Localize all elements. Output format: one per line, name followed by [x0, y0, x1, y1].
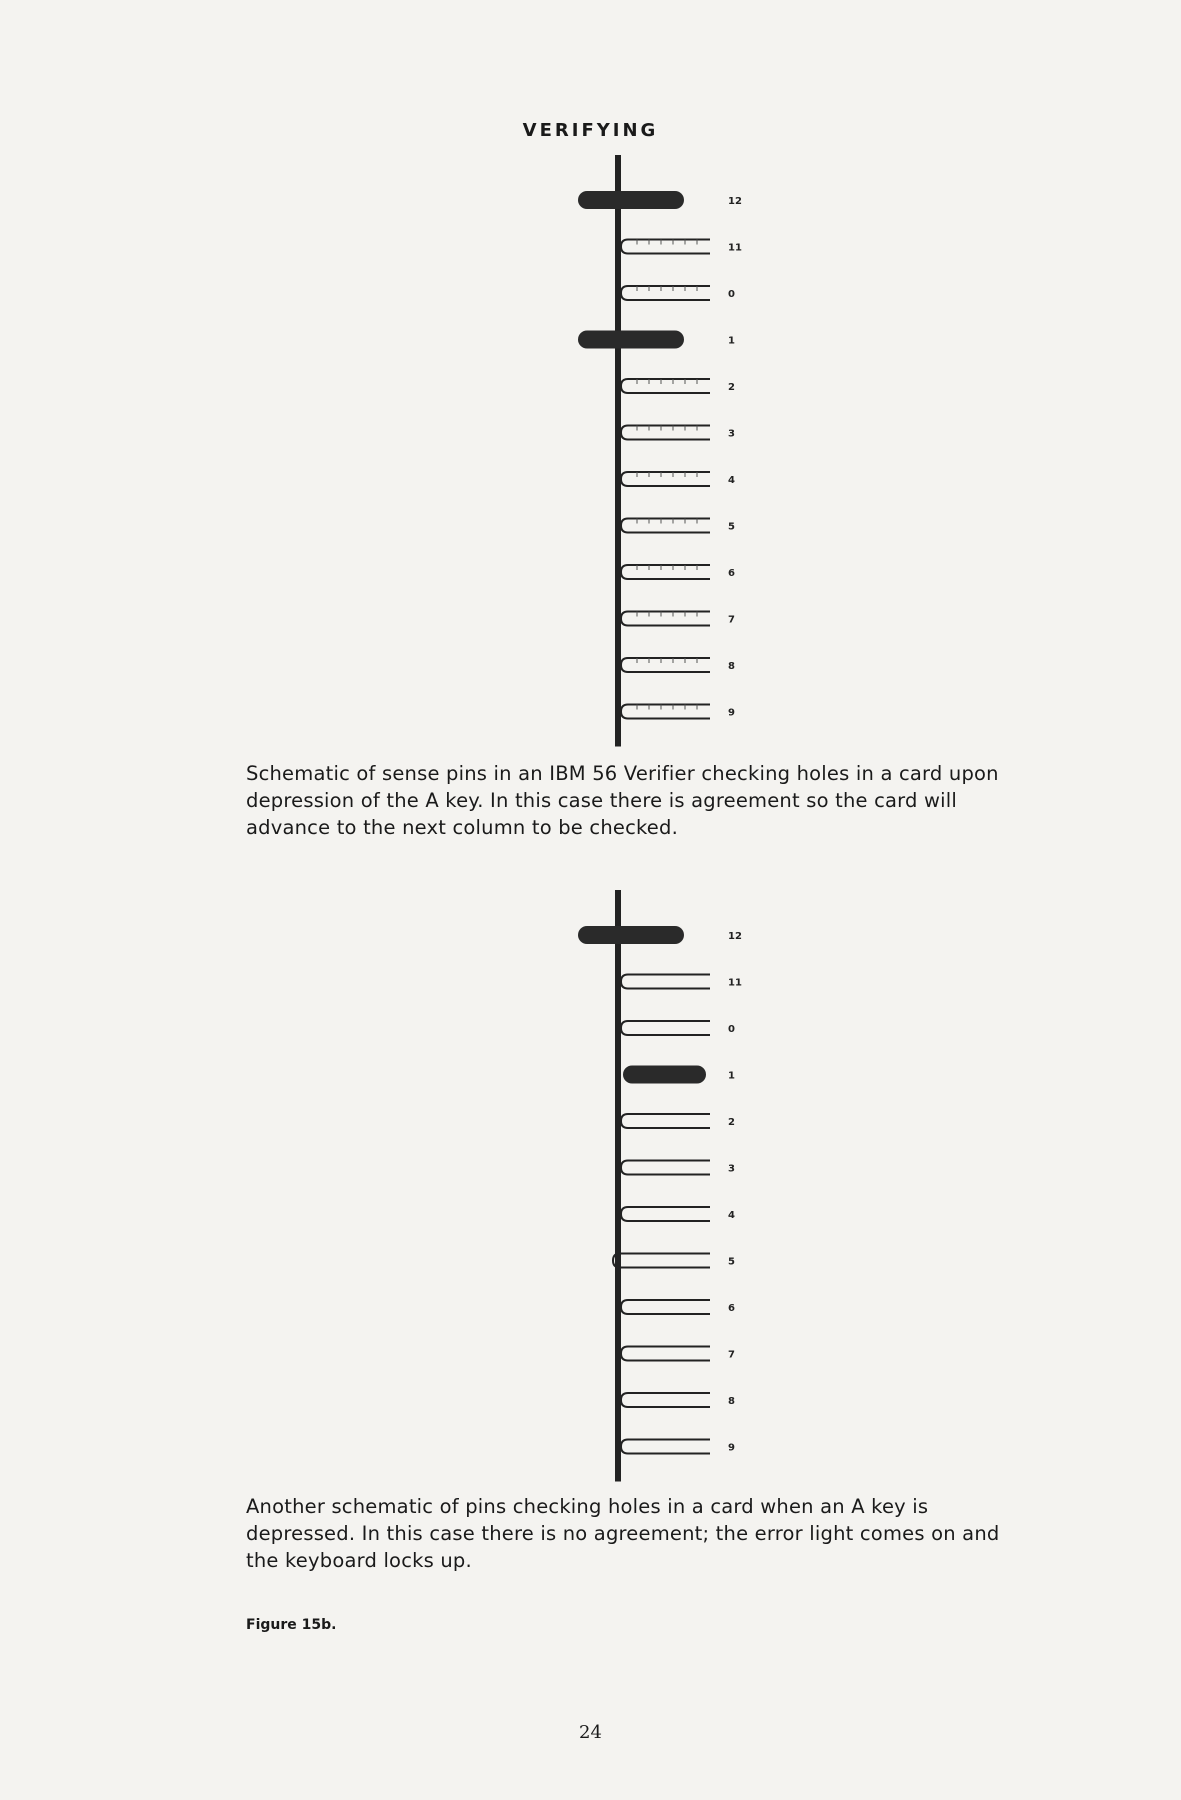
- page-title: VERIFYING: [522, 120, 659, 141]
- pin-label-8: 8: [728, 661, 735, 672]
- sense-pin-5: [613, 1254, 710, 1268]
- vertical-stem: [615, 155, 621, 747]
- pin-label-12: 12: [728, 196, 742, 207]
- pin-label-3: 3: [728, 1163, 735, 1175]
- vertical-stem: [615, 890, 621, 1482]
- pin-label-0: 0: [728, 289, 735, 300]
- pin-label-2: 2: [728, 382, 735, 393]
- pin-label-5: 5: [728, 1256, 735, 1268]
- sense-pin-diagram-2: [560, 890, 800, 1490]
- sense-pin-1-engaged: [623, 1066, 706, 1084]
- sense-pin-4: [621, 1207, 710, 1221]
- pin-label-7: 7: [728, 1349, 735, 1361]
- sense-pin-2: [621, 1114, 710, 1128]
- sense-pin-schematic-2: [560, 890, 800, 1490]
- pin-label-12: 12: [728, 931, 742, 942]
- sense-pin-8: [621, 1393, 710, 1407]
- figure-label: Figure 15b.: [246, 1617, 337, 1633]
- pin-label-3: 3: [728, 428, 735, 440]
- pin-label-1: 1: [728, 335, 735, 347]
- sense-pin-diagram-1: [560, 155, 800, 755]
- sense-pin-1-engaged: [578, 331, 684, 349]
- pin-label-8: 8: [728, 1396, 735, 1407]
- pin-label-7: 7: [728, 614, 735, 626]
- pin-label-0: 0: [728, 1024, 735, 1035]
- pin-label-9: 9: [728, 1442, 735, 1454]
- pin-label-6: 6: [728, 568, 735, 579]
- pin-label-4: 4: [728, 1210, 735, 1221]
- schematic-1-caption: Schematic of sense pins in an IBM 56 Verifier checking holes in a card upon depression of the A key. In this case there is agreement so the card will advance to the next column to be checked.: [246, 762, 999, 839]
- sense-pin-schematic-1: [560, 155, 800, 755]
- pin-label-5: 5: [728, 521, 735, 533]
- schematic-2-caption: Another schematic of pins checking holes in a card when an A key is depressed. In this case there is no agreement; the error light comes on and the keyboard locks up.: [246, 1495, 1000, 1572]
- pin-label-11: 11: [728, 242, 742, 254]
- sense-pin-11: [621, 975, 710, 989]
- pin-label-4: 4: [728, 475, 735, 486]
- page-number: 24: [579, 1722, 602, 1743]
- sense-pin-12-engaged: [578, 191, 684, 209]
- sense-pin-9: [621, 1440, 710, 1454]
- pin-label-6: 6: [728, 1303, 735, 1314]
- pin-label-2: 2: [728, 1117, 735, 1128]
- sense-pin-0: [621, 1021, 710, 1035]
- pin-label-11: 11: [728, 977, 742, 989]
- sense-pin-3: [621, 1161, 710, 1175]
- sense-pin-7: [621, 1347, 710, 1361]
- sense-pin-12-engaged: [578, 926, 684, 944]
- sense-pin-6: [621, 1300, 710, 1314]
- pin-label-1: 1: [728, 1070, 735, 1082]
- pin-label-9: 9: [728, 707, 735, 719]
